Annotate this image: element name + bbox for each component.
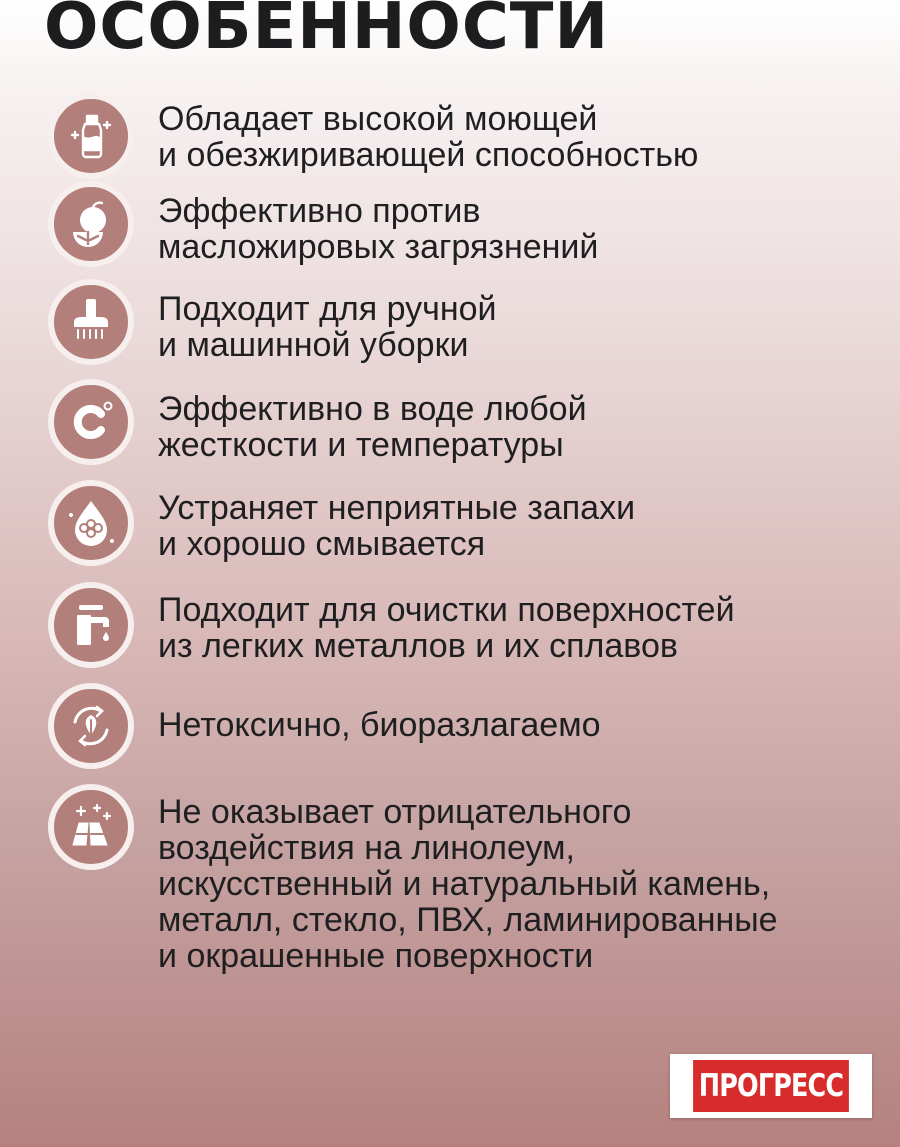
feature-text (158, 592, 735, 664)
feature-text (158, 193, 598, 265)
feature-line: искусственный и натуральный камень, (158, 865, 771, 903)
brand-logo (670, 1054, 872, 1118)
feature-text (158, 101, 698, 173)
feature-line: Обладает высокой моющей (158, 100, 598, 138)
feature-line: Не оказывает отрицательного (158, 793, 632, 831)
feature-line: Эффективно против (158, 192, 481, 230)
brand-logo-text: ПРОГРЕСС (693, 1060, 849, 1112)
flower-drop-icon (48, 480, 134, 566)
feature-line: воздействия на линолеум, (158, 829, 575, 867)
feature-line: и машинной уборки (158, 326, 469, 364)
feature-line: и хорошо смывается (158, 525, 486, 563)
page-title: ОСОБЕННОСТИ (44, 0, 609, 64)
feature-line: и окрашенные поверхности (158, 937, 594, 975)
feature-item (48, 784, 868, 974)
feature-line: Устраняет неприятные запахи (158, 489, 636, 527)
feature-item (48, 480, 868, 566)
eco-recycle-icon (48, 683, 134, 769)
detergent-bottle-icon (48, 93, 134, 179)
feature-text (158, 794, 778, 974)
feature-text (158, 391, 587, 463)
brush-icon (48, 279, 134, 365)
feature-line: Эффективно в воде любой (158, 390, 587, 428)
feature-line: масложировых загрязнений (158, 228, 599, 266)
feature-line: из легких металлов и их сплавов (158, 627, 678, 665)
citrus-icon (48, 181, 134, 267)
temperature-celsius-icon (48, 379, 134, 465)
faucet-icon (48, 582, 134, 668)
feature-text (158, 490, 635, 562)
feature-item (48, 582, 868, 668)
feature-line: и обезжиривающей способностью (158, 136, 699, 174)
feature-line: Подходит для очистки поверхностей (158, 591, 735, 629)
feature-line: Нетоксично, биоразлагаемо (158, 706, 601, 744)
feature-line: металл, стекло, ПВХ, ламинированные (158, 901, 778, 939)
feature-item (48, 181, 868, 267)
feature-item (48, 683, 868, 769)
feature-line: жесткости и температуры (158, 426, 564, 464)
feature-text (158, 707, 601, 743)
feature-item (48, 379, 868, 465)
feature-text (158, 291, 497, 363)
feature-item (48, 93, 868, 179)
feature-line: Подходит для ручной (158, 290, 497, 328)
clean-floor-tiles-icon (48, 784, 134, 870)
feature-item (48, 279, 868, 365)
